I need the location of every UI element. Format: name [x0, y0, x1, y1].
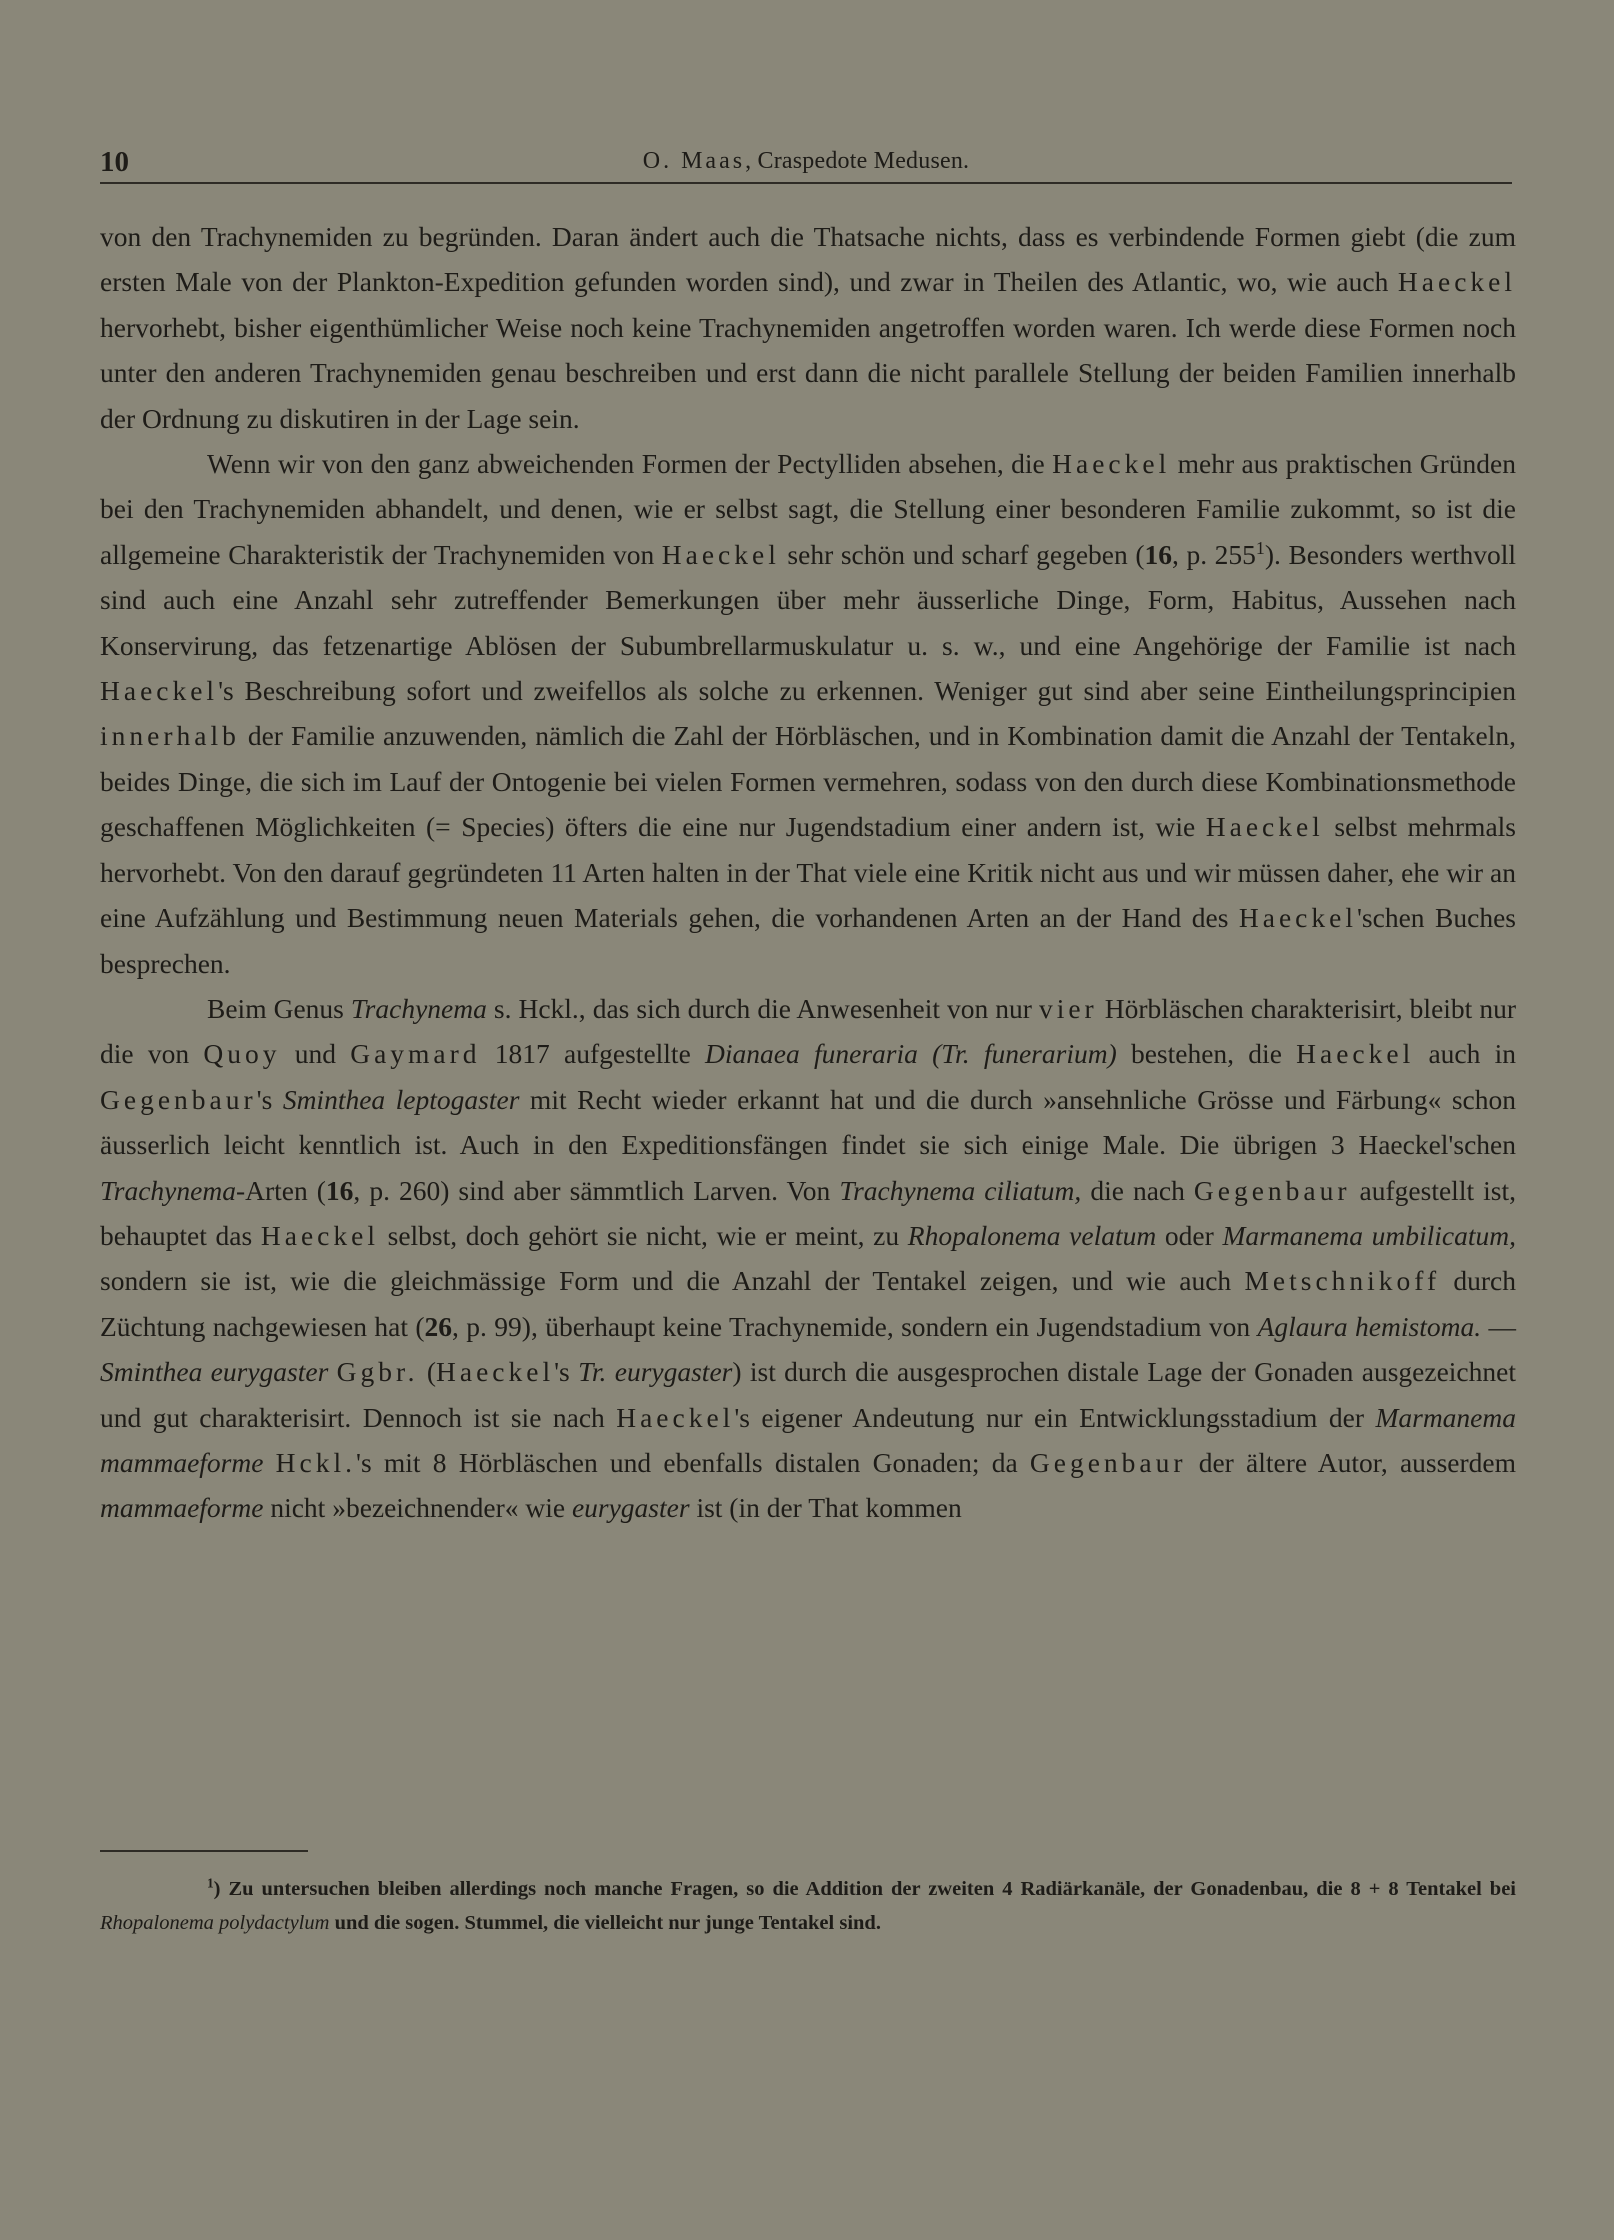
spaced-name: Ggbr. [336, 1356, 419, 1388]
text-run: der Familie anzuwenden, nämlich die Zahl der Hörbläschen, und in Kombination damit die Anzahl der Tentakeln, beides Dinge, die sich im Lauf der Ontogenie bei vielen Formen vermehren, sodass von den durch diese Kombinationsmethode geschaffenen Möglichkeiten (= Species) öfters die eine nur Jugendstadium einer andern ist, wie [100, 720, 1516, 843]
italic-term: Sminthea leptogaster [282, 1083, 520, 1115]
page-header [100, 138, 1512, 182]
running-head-separator: , [745, 148, 758, 174]
italic-term: Trachynema [100, 1174, 236, 1206]
text-run: Hörbläschen charakterisirt, bleibt nur die von [100, 992, 1516, 1070]
text-run: 's Beschreibung sofort und zweifellos als solche zu erkennen. Weniger gut sind aber seine Eintheilungsprincipien [218, 675, 1516, 707]
spaced-name: Gegenbaur [100, 1083, 257, 1115]
text-run: bestehen, die [1116, 1038, 1297, 1070]
text-run: , p. 260) sind aber sämmtlich Larven. Von [353, 1174, 840, 1206]
footnote [100, 1873, 1516, 1940]
spaced-name: Haeckel [1238, 902, 1357, 934]
spaced-name: Haeckel [1397, 266, 1516, 298]
spaced-name: Haeckel [616, 1401, 735, 1433]
text-run: von den Trachynemiden zu begründen. Daran ändert auch die Thatsache nichts, dass es verbindende Formen giebt (die zum ersten Male von der Plankton-Expedition gefunden worden sind), und zwar in Theilen des Atlantic, wo, wie auch [100, 221, 1516, 298]
spaced-name: Gaymard [350, 1038, 481, 1070]
text-run: und die sogen. Stummel, die vielleicht nur junge Tentakel sind. [329, 1911, 881, 1934]
text-run [328, 1356, 336, 1387]
header-rule [100, 182, 1512, 184]
text-run: Wenn wir von den ganz abweichenden Formen der Pectylliden absehen, die [207, 448, 1053, 480]
italic-term: Sminthea eurygaster [100, 1356, 329, 1388]
text-run: oder [1156, 1219, 1223, 1251]
spaced-name: vier [1038, 992, 1098, 1024]
italic-term: eurygaster [571, 1492, 690, 1524]
spaced-name: Haeckel [100, 675, 219, 707]
text-run: ( [418, 1356, 437, 1388]
text-run: , p. 99), überhaupt keine Trachynemide, sondern ein Jugendstadium von [452, 1310, 1258, 1342]
text-run: die nach [1081, 1174, 1194, 1206]
italic-term: Trachynema [350, 992, 487, 1024]
italic-term: Dianaea funeraria (Tr. funerarium) [705, 1038, 1117, 1070]
text-run: ) ist durch die ausgesprochen distale Lage der Gonaden ausgezeichnet und gut charakterisirt. Dennoch ist sie nach [100, 1356, 1516, 1433]
spaced-name: innerhalb [100, 720, 240, 752]
text-run: ist (in der That kommen [689, 1492, 962, 1524]
text-run: hervorhebt, bisher eigenthümlicher Weise noch keine Trachynemiden angetroffen worden waren. Ich werde diese Formen noch unter den anderen Trachynemiden genau beschreiben und erst dann die nicht parallele Stellung der beiden Familien innerhalb der Ordnung zu diskutiren in der Lage sein. [100, 311, 1516, 434]
italic-term: Rhopalonema polydactylum [100, 1911, 330, 1934]
page-number: 10 [100, 146, 129, 178]
running-head-author: O. Maas [642, 148, 746, 174]
italic-term: Trachynema ciliatum, [839, 1174, 1082, 1206]
italic-term: Tr. eurygaster [578, 1356, 733, 1388]
text-run: der ältere Autor, ausserdem [1186, 1446, 1517, 1478]
footnote-reference: 1 [1255, 538, 1265, 559]
spaced-name: Haeckel [1052, 448, 1171, 480]
footnote-rule [100, 1850, 308, 1852]
text-run [263, 1447, 275, 1478]
text-run: durch Züchtung nachgewiesen hat ( [100, 1265, 1516, 1342]
running-head-title: Craspedote Medusen. [757, 148, 970, 174]
reference-number: 26 [424, 1310, 453, 1342]
spaced-name: Hckl. [275, 1446, 357, 1478]
spaced-name: Gegenbaur [1029, 1446, 1187, 1478]
spaced-name: Gegenbaur [1193, 1174, 1351, 1206]
reference-number: 16 [1144, 538, 1172, 570]
text-run: nicht »bezeichnender« wie [263, 1492, 572, 1524]
text-run: s. Hckl., das sich durch die Anwesenheit von nur [486, 992, 1039, 1024]
spaced-name: Haeckel [436, 1356, 555, 1388]
text-run: 'schen Buches besprechen. [100, 902, 1516, 979]
text-run: 's [554, 1356, 579, 1388]
text-run: ) Zu untersuchen bleiben allerdings noch manche Fragen, so die Addition der zweiten 4 Radiärkanäle, der Gonadenbau, die 8 + 8 Tentakel bei [213, 1878, 1516, 1900]
italic-term: Aglaura hemistoma. [1257, 1310, 1482, 1342]
spaced-name: Haeckel [260, 1219, 379, 1251]
paragraph [100, 986, 1516, 1531]
running-head [100, 148, 1512, 175]
text-run: auch in [1414, 1038, 1517, 1070]
italic-term: mammaeforme [100, 1492, 264, 1524]
text-run: 's eigener Andeutung nur ein Entwicklungsstadium der [734, 1401, 1376, 1433]
text-run: mehr aus praktischen Gründen bei den Trachynemiden abhandelt, und denen, wie er selbst sagt, die Stellung einer besonderen Familie zukommt, so ist die allgemeine Charakteristik der Trachynemiden von [100, 448, 1516, 570]
text-run: und [280, 1038, 351, 1070]
paragraph [100, 441, 1516, 986]
spaced-name: Haeckel [661, 538, 780, 570]
text-run: sehr schön und scharf gegeben ( [779, 538, 1145, 570]
italic-term: Rhopalonema velatum [907, 1219, 1157, 1251]
footnote-body [100, 1875, 1516, 1934]
spaced-name: Haeckel [1205, 811, 1324, 843]
text-run: 1817 aufgestellte [480, 1038, 706, 1070]
footnote-text [100, 1873, 1516, 1940]
text-run: , p. 255 [1172, 538, 1256, 570]
spaced-name: Metschnikoff [1244, 1265, 1441, 1297]
footnote-marker: 1 [207, 1875, 214, 1891]
text-run: ). Besonders werthvoll sind auch eine Anzahl sehr zutreffender Bemerkungen über mehr äusserliche Dinge, Form, Habitus, Aussehen nach Konservirung, das fetzenartige Ablösen der Subumbrellarmuskulatur u. s. w., und eine Angehörige der Familie ist nach [100, 538, 1516, 661]
italic-term: Marmanema mammaeforme [100, 1401, 1516, 1478]
text-run: aufgestellt ist, behauptet das [100, 1174, 1516, 1251]
text-run: 's mit 8 Hörbläschen und ebenfalls distalen Gonaden; da [356, 1446, 1030, 1478]
text-run: mit Recht wieder erkannt hat und die durch »ansehnliche Grösse und Färbung« schon äusserlich leicht kenntlich ist. Auch in den Expeditionsfängen findet sie sich einige Male. Die übrigen 3 Haeckel'schen [100, 1083, 1516, 1161]
italic-term: Marmanema umbilicatum, [1222, 1219, 1516, 1251]
text-run: selbst, doch gehört sie nicht, wie er meint, zu [378, 1219, 908, 1251]
text-run: Beim Genus [207, 992, 351, 1024]
text-run: selbst mehrmals hervorhebt. Von den darauf gegründeten 11 Arten halten in der That viele eine Kritik nicht aus und wir müssen daher, ehe wir an eine Aufzählung und Bestimmung neuen Materials gehen, die vorhandenen Arten an der Hand des [100, 811, 1516, 934]
paragraph [100, 214, 1516, 441]
text-run: sondern sie ist, wie die gleichmässige Form und die Anzahl der Tentakel zeigen, und wie auch [100, 1265, 1245, 1297]
text-run: 's [256, 1083, 283, 1115]
text-run: — [1481, 1310, 1516, 1342]
spaced-name: Quoy [203, 1038, 281, 1070]
body-text [100, 214, 1516, 1531]
reference-number: 16 [325, 1174, 354, 1206]
spaced-name: Haeckel [1296, 1038, 1415, 1070]
text-run: -Arten ( [235, 1174, 326, 1206]
